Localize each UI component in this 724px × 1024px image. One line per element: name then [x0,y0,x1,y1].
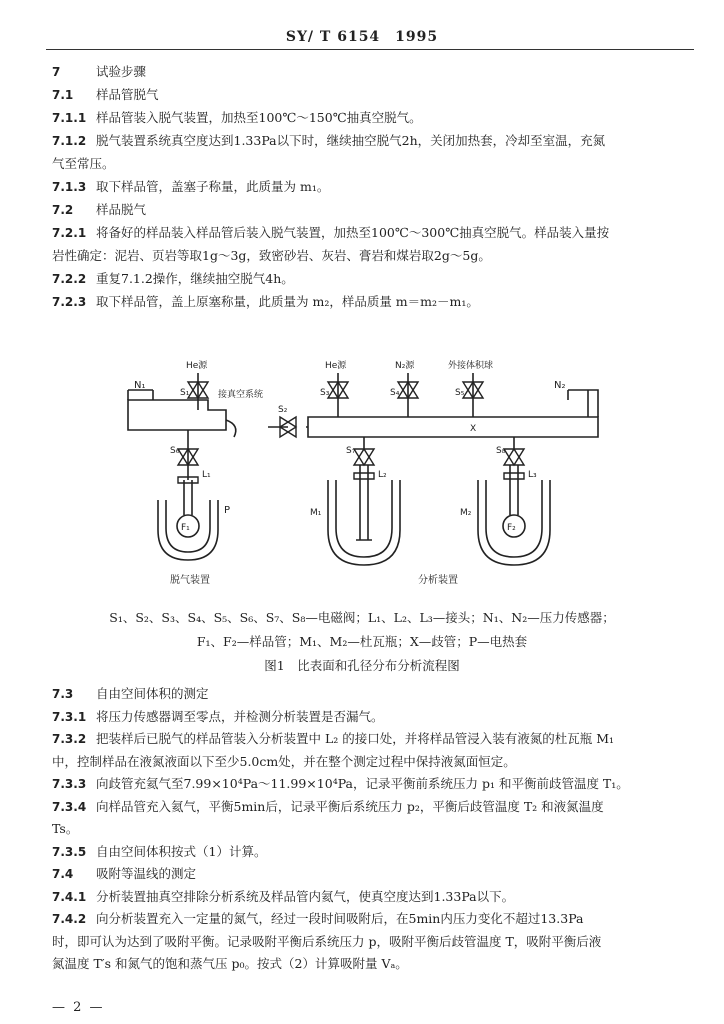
label-l2: L₂ [378,470,387,480]
clause-number: 7.4.1 [52,889,87,904]
paragraph-line [52,866,696,882]
paragraph-line [52,776,696,792]
clause-text: 向分析装置充入一定量的氮气，经过一段时间吸附后，在5min内压力变化不超过13.3Pa [96,911,584,926]
label-he-source-2: He源 [325,361,347,371]
label-s3: S₃ [320,388,330,398]
paragraph-line [52,179,696,195]
paragraph-line [52,911,696,927]
label-analysis-unit: 分析装置 [418,575,458,586]
label-n2-source: N₂源 [395,361,415,371]
label-m2: M₂ [460,508,472,518]
figure-legend-line-2: F₁、F₂—样品管；M₁、M₂—杜瓦瓶；X—歧管；P—电热套 [196,634,528,649]
analysis-manifold [308,417,598,437]
clause-number: 7.2.3 [52,295,87,309]
paragraph-line [52,202,696,218]
clause-text: 分析装置抽真空排除分析系统及样品管内氦气，使真空度达到1.33Pa以下。 [96,888,515,904]
label-m1: M₁ [310,508,322,518]
paragraph-line [52,754,696,770]
clause-text: 时，即可认为达到了吸附平衡。记录吸附平衡后系统压力 p，吸附平衡后歧管温度 T，吸附平衡后液 [52,933,602,949]
clause-number: 7.4.2 [52,912,87,926]
clause-number: 7.3.3 [52,777,87,791]
clause-text: 岩性确定：泥岩、页岩等取1g～3g，致密砂岩、灰岩、膏岩和煤岩取2g～5g。 [52,248,491,263]
clause-number: 7.1.1 [52,111,87,125]
paragraph-line [52,956,696,972]
paragraph-line [52,821,696,837]
label-s7: S₇ [346,446,356,456]
clause-number: 7.2.1 [52,226,87,240]
paragraph-line [52,110,696,126]
paragraph-line [52,844,696,860]
label-ext-ball: 外接体积球 [448,361,494,371]
flow-diagram [118,355,618,590]
clause-text: 氮温度 T′s 和氮气的饱和蒸气压 p₀。按式（2）计算吸附量 Vₐ。 [52,956,408,971]
running-header: SY/ T 6154 1995 [285,29,439,45]
dewar-m1 [328,480,400,565]
label-s5: S₅ [455,388,465,398]
clause-number: 7.1 [52,88,74,102]
clause-text: 将压力传感器调至零点，并检测分析装置是否漏气。 [96,708,384,724]
valve-s8 [504,449,524,465]
clause-text: 气至常压。 [52,156,115,171]
label-p: P [224,505,231,516]
clause-text: 取下样品管，盖塞子称量，此质量为 m₁。 [96,179,330,194]
clause-text: 将备好的样品装入样品管后装入脱气装置，加热至100℃～300℃抽真空脱气。样品装入量按 [96,225,610,240]
paragraph-line [52,709,696,725]
clause-text: 中，控制样品在液氮液面以下至少5.0cm处，并在整个测定过程中保持液氮面恒定。 [52,753,516,769]
paragraph-line [52,686,696,702]
label-degas-unit: 脱气装置 [170,575,210,586]
clause-number: 7 [52,65,61,79]
paragraph-line [52,225,696,241]
label-f2: F₂ [507,523,516,533]
clause-text: 样品脱气 [96,202,147,217]
paragraph-line [52,889,696,905]
label-l1: L₁ [202,470,211,480]
clause-text: 吸附等温线的测定 [96,866,197,881]
clause-text: 样品管脱气 [96,87,159,102]
paragraph-line [52,248,696,264]
clause-number: 7.2.2 [52,272,87,286]
paragraph-line [52,731,696,747]
figure-legend-line-1: S₁、S₂、S₃、S₄、S₅、S₆、S₇、S₈—电磁阀；L₁、L₂、L₃—接头；N₁、N₂—压力传感器； [109,610,615,625]
label-vacuum: 接真空系统 [218,390,264,400]
clause-text: 样品管装入脱气装置，加热至100℃～150℃抽真空脱气。 [96,110,422,125]
clause-text: Ts。 [52,821,79,836]
clause-text: 向样品管充入氦气，平衡5min后，记录平衡后系统压力 p₂，平衡后歧管温度 T₂ 和液氮温度 [96,798,604,814]
paragraph-line [52,133,696,149]
clause-number: 7.1.3 [52,180,87,194]
label-f1: F₁ [181,523,190,533]
label-n1: N₁ [134,380,146,391]
clause-number: 7.2 [52,203,74,217]
clause-text: 自由空间体积按式（1）计算。 [96,843,267,859]
clause-number: 7.3.4 [52,799,87,814]
label-s1: S₁ [180,388,190,398]
paragraph-line [52,934,696,950]
clause-number: 7.3 [52,687,74,701]
clause-text: 重复7.1.2操作，继续抽空脱气4h。 [96,271,294,286]
clause-text: 把装样后已脱气的样品管装入分析装置中 L₂ 的接口处，并将样品管浸入装有液氮的杜瓦瓶 M₁ [96,731,615,746]
valve-s7 [354,449,374,465]
paragraph-line [52,156,696,172]
label-n2: N₂ [554,380,566,391]
paragraph-line [52,87,696,103]
header-rule [46,49,694,50]
paragraph-line [52,294,696,310]
clause-number: 7.3.5 [52,844,87,859]
page-number: — 2 — [52,1000,105,1015]
clause-text: 脱气装置系统真空度达到1.33Pa以下时，继续抽空脱气2h，关闭加热套，冷却至室温，充氮 [96,133,606,148]
paragraph-line [52,64,696,80]
label-s8: S₈ [496,446,506,456]
clause-text: 取下样品管，盖上原塞称量，此质量为 m₂，样品质量 m＝m₂－m₁。 [96,294,479,309]
paragraph-line [52,271,696,287]
label-s6: S₆ [170,446,180,456]
clause-number: 7.3.2 [52,732,87,746]
clause-text: 试验步骤 [96,64,147,79]
clause-text: 自由空间体积的测定 [96,686,209,701]
label-he-source-1: He源 [186,361,208,371]
clause-text: 向歧管充氦气至7.99×10⁴Pa～11.99×10⁴Pa，记录平衡前系统压力 p₁ 和平衡前歧管温度 T₁。 [96,776,629,791]
figure-caption: 图1 比表面和孔径分布分析流程图 [264,658,460,673]
label-l3: L₃ [528,470,537,480]
clause-number: 7.4 [52,867,74,881]
degas-manifold [128,400,226,430]
clause-number: 7.3.1 [52,709,87,724]
label-x: X [470,424,477,434]
clause-number: 7.1.2 [52,134,87,148]
label-s4: S₄ [390,388,400,398]
label-s2: S₂ [278,405,288,415]
paragraph-line [52,799,696,815]
